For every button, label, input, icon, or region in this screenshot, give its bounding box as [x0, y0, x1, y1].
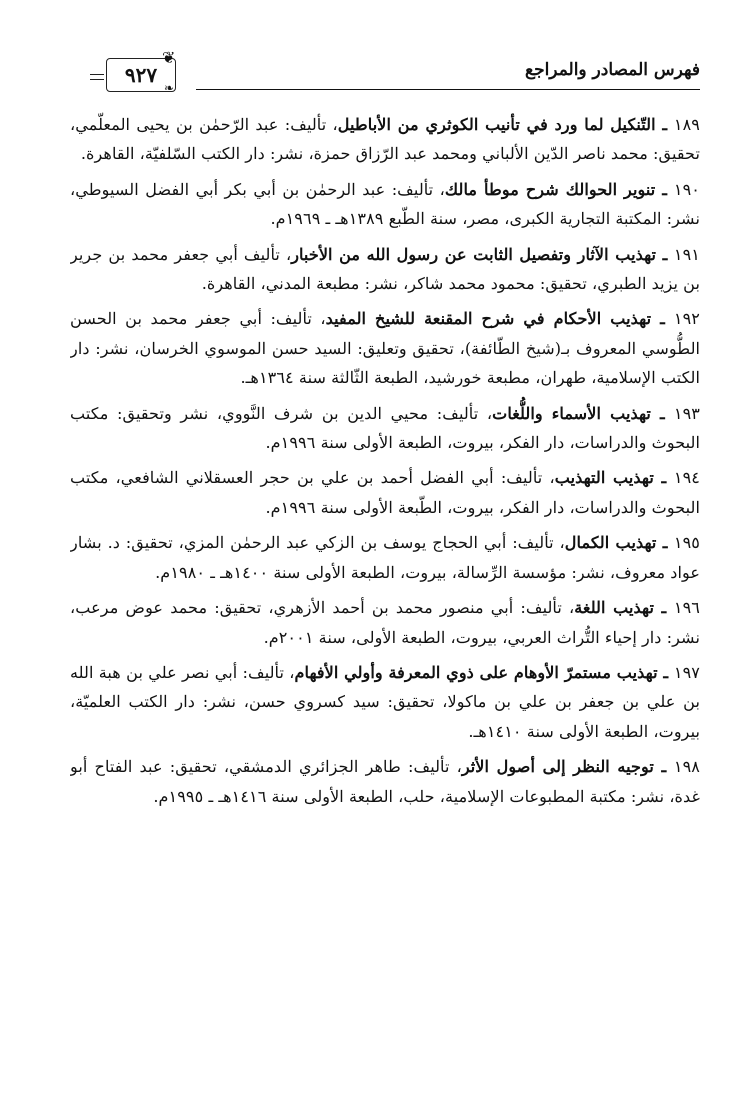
entry-details: ، تأليف: عبد الرّحمٰن بن يحيى المعلّمي، تحقيق: محمد ناصر الدّين الألباني ومحمد عبد الرّزاق حمزة، نشر: دار الكتب السّلفيّة، القاهرة.	[70, 115, 700, 164]
entry-title: تهذيب التهذيب	[554, 468, 654, 488]
entry-number: ١٩٥	[673, 533, 700, 553]
entry-title: توجيه النظر إلى أصول الأثر	[461, 757, 654, 777]
entry-number: ١٩٨	[673, 757, 700, 777]
entry-number: ١٩٧	[673, 662, 700, 682]
list-item: ١٩٨ ـ توجيه النظر إلى أصول الأثر، تأليف: طاهر الجزائري الدمشقي، تحقيق: عبد الفتاح أبو غدة، نشر: مكتبة المطبوعات الإسلامية، حلب، الطبعة الأولى سنة ١٤١٦هـ ـ ١٩٩٥م.	[70, 757, 700, 806]
entry-title: تهذيب الأحكام في شرح المقنعة للشيخ المفيد	[325, 309, 652, 329]
running-title: فهرس المصادر والمراجع	[525, 60, 700, 80]
entry-details: ، تأليف: عبد الرحمٰن بن أبي بكر أبي الفضل السيوطي، نشر: المكتبة التجارية الكبرى، مصر، سنة الطّبع ١٣٨٩هـ ـ ١٩٦٩م.	[70, 179, 700, 229]
entry-number: ١٩٦	[673, 598, 700, 618]
entry-number: ١٩٣	[673, 403, 700, 423]
entry-title: تهذيب الكمال	[564, 533, 657, 553]
entry-number: ١٩٠	[673, 179, 700, 199]
entry-title: التّنكيل لما ورد في تأنيب الكوثري من الأباطيل	[337, 115, 656, 134]
entry-title: تنوير الحوالك شرح موطأ مالك	[444, 179, 656, 199]
entry-title: تهذيب مستمرّ الأوهام على ذوي المعرفة وأولي الأفهام	[294, 662, 658, 682]
entry-details: ، تأليف: أبي جعفر محمد بن الحسن الطُّوسي المعروف بـ(شيخ الطّائفة)، تحقيق وتعليق: السيد حسن الموسوي الخرسان، نشر: دار الكتب الإسلامية، طهران، مطبعة خورشيد، الطبعة الثّالثة سنة ١٣٦٤هـ.	[70, 309, 700, 388]
entry-number: ١٩٤	[673, 468, 700, 488]
bibliography-list	[70, 110, 700, 1085]
flourish-ornament-icon: ❦	[162, 48, 176, 67]
list-item: ١٩٦ ـ تهذيب اللغة، تأليف: أبي منصور محمد بن أحمد الأزهري، تحقيق: محمد عوض مرعب، نشر: دار إحياء التُّراث العربي، بيروت، الطبعة الأولى، سنة ٢٠٠١م.	[70, 598, 700, 647]
list-item: ١٩٢ ـ تهذيب الأحكام في شرح المقنعة للشيخ المفيد، تأليف: أبي جعفر محمد بن الحسن الطُّوسي المعروف بـ(شيخ الطّائفة)، تحقيق وتعليق: السيد حسن الموسوي الخرسان، نشر: دار الكتب الإسلامية، طهران، مطبعة خورشيد، الطبعة الثّالثة سنة ١٣٦٤هـ.	[70, 309, 700, 388]
list-item: ١٨٩ ـ التّنكيل لما ورد في تأنيب الكوثري من الأباطيل، تأليف: عبد الرّحمٰن بن يحيى المعلّمي، تحقيق: محمد ناصر الدّين الألباني ومحمد عبد الرّزاق حمزة، نشر: دار الكتب السّلفيّة، القاهرة.	[70, 115, 700, 164]
entry-details: ، تأليف: محيي الدين بن شرف النَّووي، نشر وتحقيق: مكتب البحوث والدراسات، دار الفكر، بيروت، الطبعة الأولى سنة ١٩٩٦م.	[70, 403, 700, 453]
header-rule	[196, 89, 700, 90]
entry-details: ، تأليف: أبي منصور محمد بن أحمد الأزهري، تحقيق: محمد عوض مرعب، نشر: دار إحياء التُّراث العربي، بيروت، الطبعة الأولى، سنة ٢٠٠١م.	[70, 598, 700, 647]
list-item: ١٩٧ ـ تهذيب مستمرّ الأوهام على ذوي المعرفة وأولي الأفهام، تأليف: أبي نصر علي بن هبة الله بن علي بن جعفر بن علي بن ماكولا، تحقيق: سيد كسروي حسن، نشر: دار الكتب العلميّة، بيروت، الطبعة الأولى سنة ١٤١٠هـ.	[70, 662, 700, 741]
entry-details: ، تأليف: طاهر الجزائري الدمشقي، تحقيق: عبد الفتاح أبو غدة، نشر: مكتبة المطبوعات الإسلامية، حلب، الطبعة الأولى سنة ١٤١٦هـ ـ ١٩٩٥م.	[70, 757, 700, 806]
flourish-ornament-small-icon: ❧	[164, 81, 175, 95]
list-item: ١٩١ ـ تهذيب الآثار وتفصيل الثابت عن رسول الله من الأخبار، تأليف أبي جعفر محمد بن جرير بن يزيد الطبري، تحقيق: محمود محمد شاكر، نشر: مطبعة المدني، القاهرة.	[70, 244, 700, 294]
entry-title: تهذيب الأسماء واللُّغات	[492, 403, 651, 423]
list-item: ١٩٤ ـ تهذيب التهذيب، تأليف: أبي الفضل أحمد بن علي بن حجر العسقلاني الشافعي، مكتب البحوث والدراسات، دار الفكر، بيروت، الطّبعة الأولى سنة ١٩٩٦م.	[70, 468, 700, 517]
entry-title: تهذيب الآثار وتفصيل الثابت عن رسول الله من الأخبار	[291, 244, 657, 264]
entry-number: ١٩٢	[673, 309, 700, 329]
list-item: ١٩٥ ـ تهذيب الكمال، تأليف: أبي الحجاج يوسف بن الزكي عبد الرحمٰن المزي، تحقيق: د. بشار عواد معروف، نشر: مؤسسة الرِّسالة، بيروت، الطبعة الأولى سنة ١٤٠٠هـ ـ ١٩٨٠م.	[70, 533, 700, 582]
entry-details: ، تأليف أبي جعفر محمد بن جرير بن يزيد الطبري، تحقيق: محمود محمد شاكر، نشر: مطبعة المدني، القاهرة.	[70, 244, 700, 294]
double-rule-ornament	[90, 74, 106, 80]
entry-number: ١٨٩	[673, 115, 700, 134]
entry-details: ، تأليف: أبي نصر علي بن هبة الله بن علي بن جعفر بن علي بن ماكولا، تحقيق: سيد كسروي حسن، نشر: دار الكتب العلميّة، بيروت، الطبعة الأولى سنة ١٤١٠هـ.	[70, 662, 700, 741]
entry-number: ١٩١	[673, 244, 700, 264]
list-item: ١٩٣ ـ تهذيب الأسماء واللُّغات، تأليف: محيي الدين بن شرف النَّووي، نشر وتحقيق: مكتب البحوث والدراسات، دار الفكر، بيروت، الطبعة الأولى سنة ١٩٩٦م.	[70, 403, 700, 453]
page-number-label: ٩٢٧	[124, 63, 158, 87]
entry-details: ، تأليف: أبي الحجاج يوسف بن الزكي عبد الرحمٰن المزي، تحقيق: د. بشار عواد معروف، نشر: مؤسسة الرِّسالة، بيروت، الطبعة الأولى سنة ١٤٠٠هـ ـ ١٩٨٠م.	[70, 533, 700, 582]
entry-details: ، تأليف: أبي الفضل أحمد بن علي بن حجر العسقلاني الشافعي، مكتب البحوث والدراسات، دار الفكر، بيروت، الطّبعة الأولى سنة ١٩٩٦م.	[70, 468, 700, 517]
page-header	[86, 48, 700, 98]
entry-title: تهذيب اللغة	[574, 598, 654, 618]
list-item: ١٩٠ ـ تنوير الحوالك شرح موطأ مالك، تأليف: عبد الرحمٰن بن أبي بكر أبي الفضل السيوطي، نشر: المكتبة التجارية الكبرى، مصر، سنة الطّبع ١٣٨٩هـ ـ ١٩٦٩م.	[70, 179, 700, 229]
